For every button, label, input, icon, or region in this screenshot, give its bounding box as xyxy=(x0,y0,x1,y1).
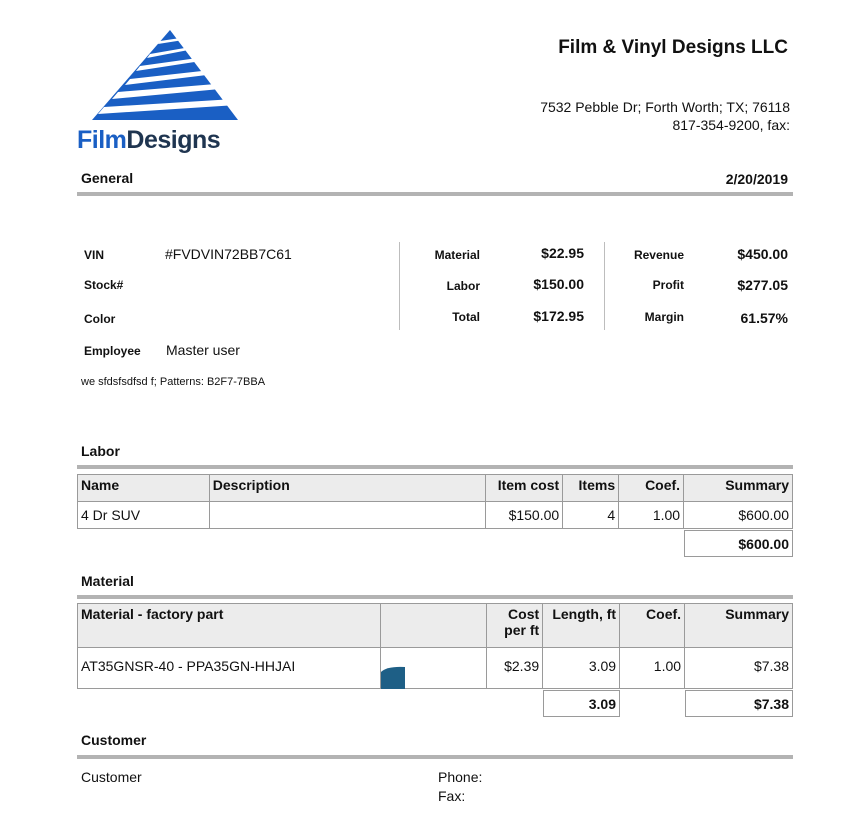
material-divider xyxy=(77,595,793,599)
margin-label: Margin xyxy=(644,310,684,324)
material-cost-cell: $2.39 xyxy=(487,648,543,689)
material-swatch-cell xyxy=(381,648,487,689)
labor-header-row xyxy=(78,475,793,502)
color-label: Color xyxy=(84,312,116,326)
customer-title: Customer xyxy=(81,732,147,748)
labor-coef-cell: 1.00 xyxy=(619,502,684,529)
material-header-row xyxy=(78,604,793,648)
table-row xyxy=(78,648,793,689)
material-cost-value: $22.95 xyxy=(541,245,584,261)
material-col-coef: Coef. xyxy=(620,604,685,648)
labor-table xyxy=(77,474,793,529)
labor-col-items: Items xyxy=(563,475,619,502)
company-name: Film & Vinyl Designs LLC xyxy=(558,37,788,58)
customer-label: Customer xyxy=(81,769,142,785)
total-cost-label: Total xyxy=(452,310,480,324)
table-row xyxy=(78,502,793,529)
material-title: Material xyxy=(81,573,134,589)
revenue-label: Revenue xyxy=(633,248,684,262)
vin-label: VIN xyxy=(84,248,105,262)
vin-value: #FVDVIN72BB7C61 xyxy=(165,246,292,262)
logo-triangle-icon xyxy=(90,28,240,123)
phone-fax-line: 817-354-9200, fax: xyxy=(672,117,790,133)
labor-col-coef: Coef. xyxy=(619,475,684,502)
material-col-part: Material - factory part xyxy=(78,604,381,648)
general-title: General xyxy=(81,170,134,186)
material-col-swatch xyxy=(381,604,487,648)
revenue-value: $450.00 xyxy=(737,246,788,262)
labor-total: $600.00 xyxy=(684,530,793,557)
logo-film-text: Film xyxy=(77,126,127,154)
labor-summary-cell: $600.00 xyxy=(684,502,793,529)
material-total-length: 3.09 xyxy=(543,690,620,717)
profit-value: $277.05 xyxy=(737,277,788,293)
profit-label: Profit xyxy=(652,278,684,292)
labor-cost-label: Labor xyxy=(446,279,480,293)
customer-divider xyxy=(77,755,793,759)
labor-col-description: Description xyxy=(209,475,485,502)
customer-fax-label: Fax: xyxy=(438,788,466,804)
company-address xyxy=(420,98,790,134)
labor-name-cell: 4 Dr SUV xyxy=(78,502,210,529)
job-note: we sfdsfsdfsd f; Patterns: B2F7-7BBA xyxy=(81,376,266,388)
logo-wordmark xyxy=(77,126,220,155)
margin-value: 61.57% xyxy=(740,310,788,326)
labor-title: Labor xyxy=(81,443,120,459)
material-total-summary: $7.38 xyxy=(685,690,793,717)
material-length-cell: 3.09 xyxy=(543,648,620,689)
employee-label: Employee xyxy=(84,344,141,358)
employee-value: Master user xyxy=(166,342,240,358)
labor-description-cell xyxy=(209,502,485,529)
company-logo xyxy=(90,28,240,123)
film-swatch-icon xyxy=(381,663,407,689)
material-part-cell: AT35GNSR-40 - PPA35GN-HHJAI xyxy=(78,648,381,689)
material-col-summary: Summary xyxy=(685,604,793,648)
material-cost-label: Material xyxy=(434,248,480,262)
labor-cost-value: $150.00 xyxy=(533,276,584,292)
material-coef-cell: 1.00 xyxy=(620,648,685,689)
labor-divider xyxy=(77,465,793,469)
labor-item-cost-cell: $150.00 xyxy=(486,502,563,529)
labor-col-summary: Summary xyxy=(684,475,793,502)
labor-col-name: Name xyxy=(78,475,210,502)
labor-items-cell: 4 xyxy=(563,502,619,529)
material-col-length: Length, ft xyxy=(543,604,620,648)
total-cost-value: $172.95 xyxy=(533,308,584,324)
labor-col-item-cost: Item cost xyxy=(486,475,563,502)
general-divider xyxy=(77,192,793,196)
customer-phone-label: Phone: xyxy=(438,769,483,785)
logo-designs-text: Designs xyxy=(126,126,221,154)
stock-label: Stock# xyxy=(84,278,124,292)
material-table xyxy=(77,603,793,689)
address-line: 7532 Pebble Dr; Forth Worth; TX; 76118 xyxy=(540,99,790,115)
report-date: 2/20/2019 xyxy=(725,171,788,187)
material-col-cost-per-ft: Cost per ft xyxy=(487,604,543,648)
material-summary-cell: $7.38 xyxy=(685,648,793,689)
